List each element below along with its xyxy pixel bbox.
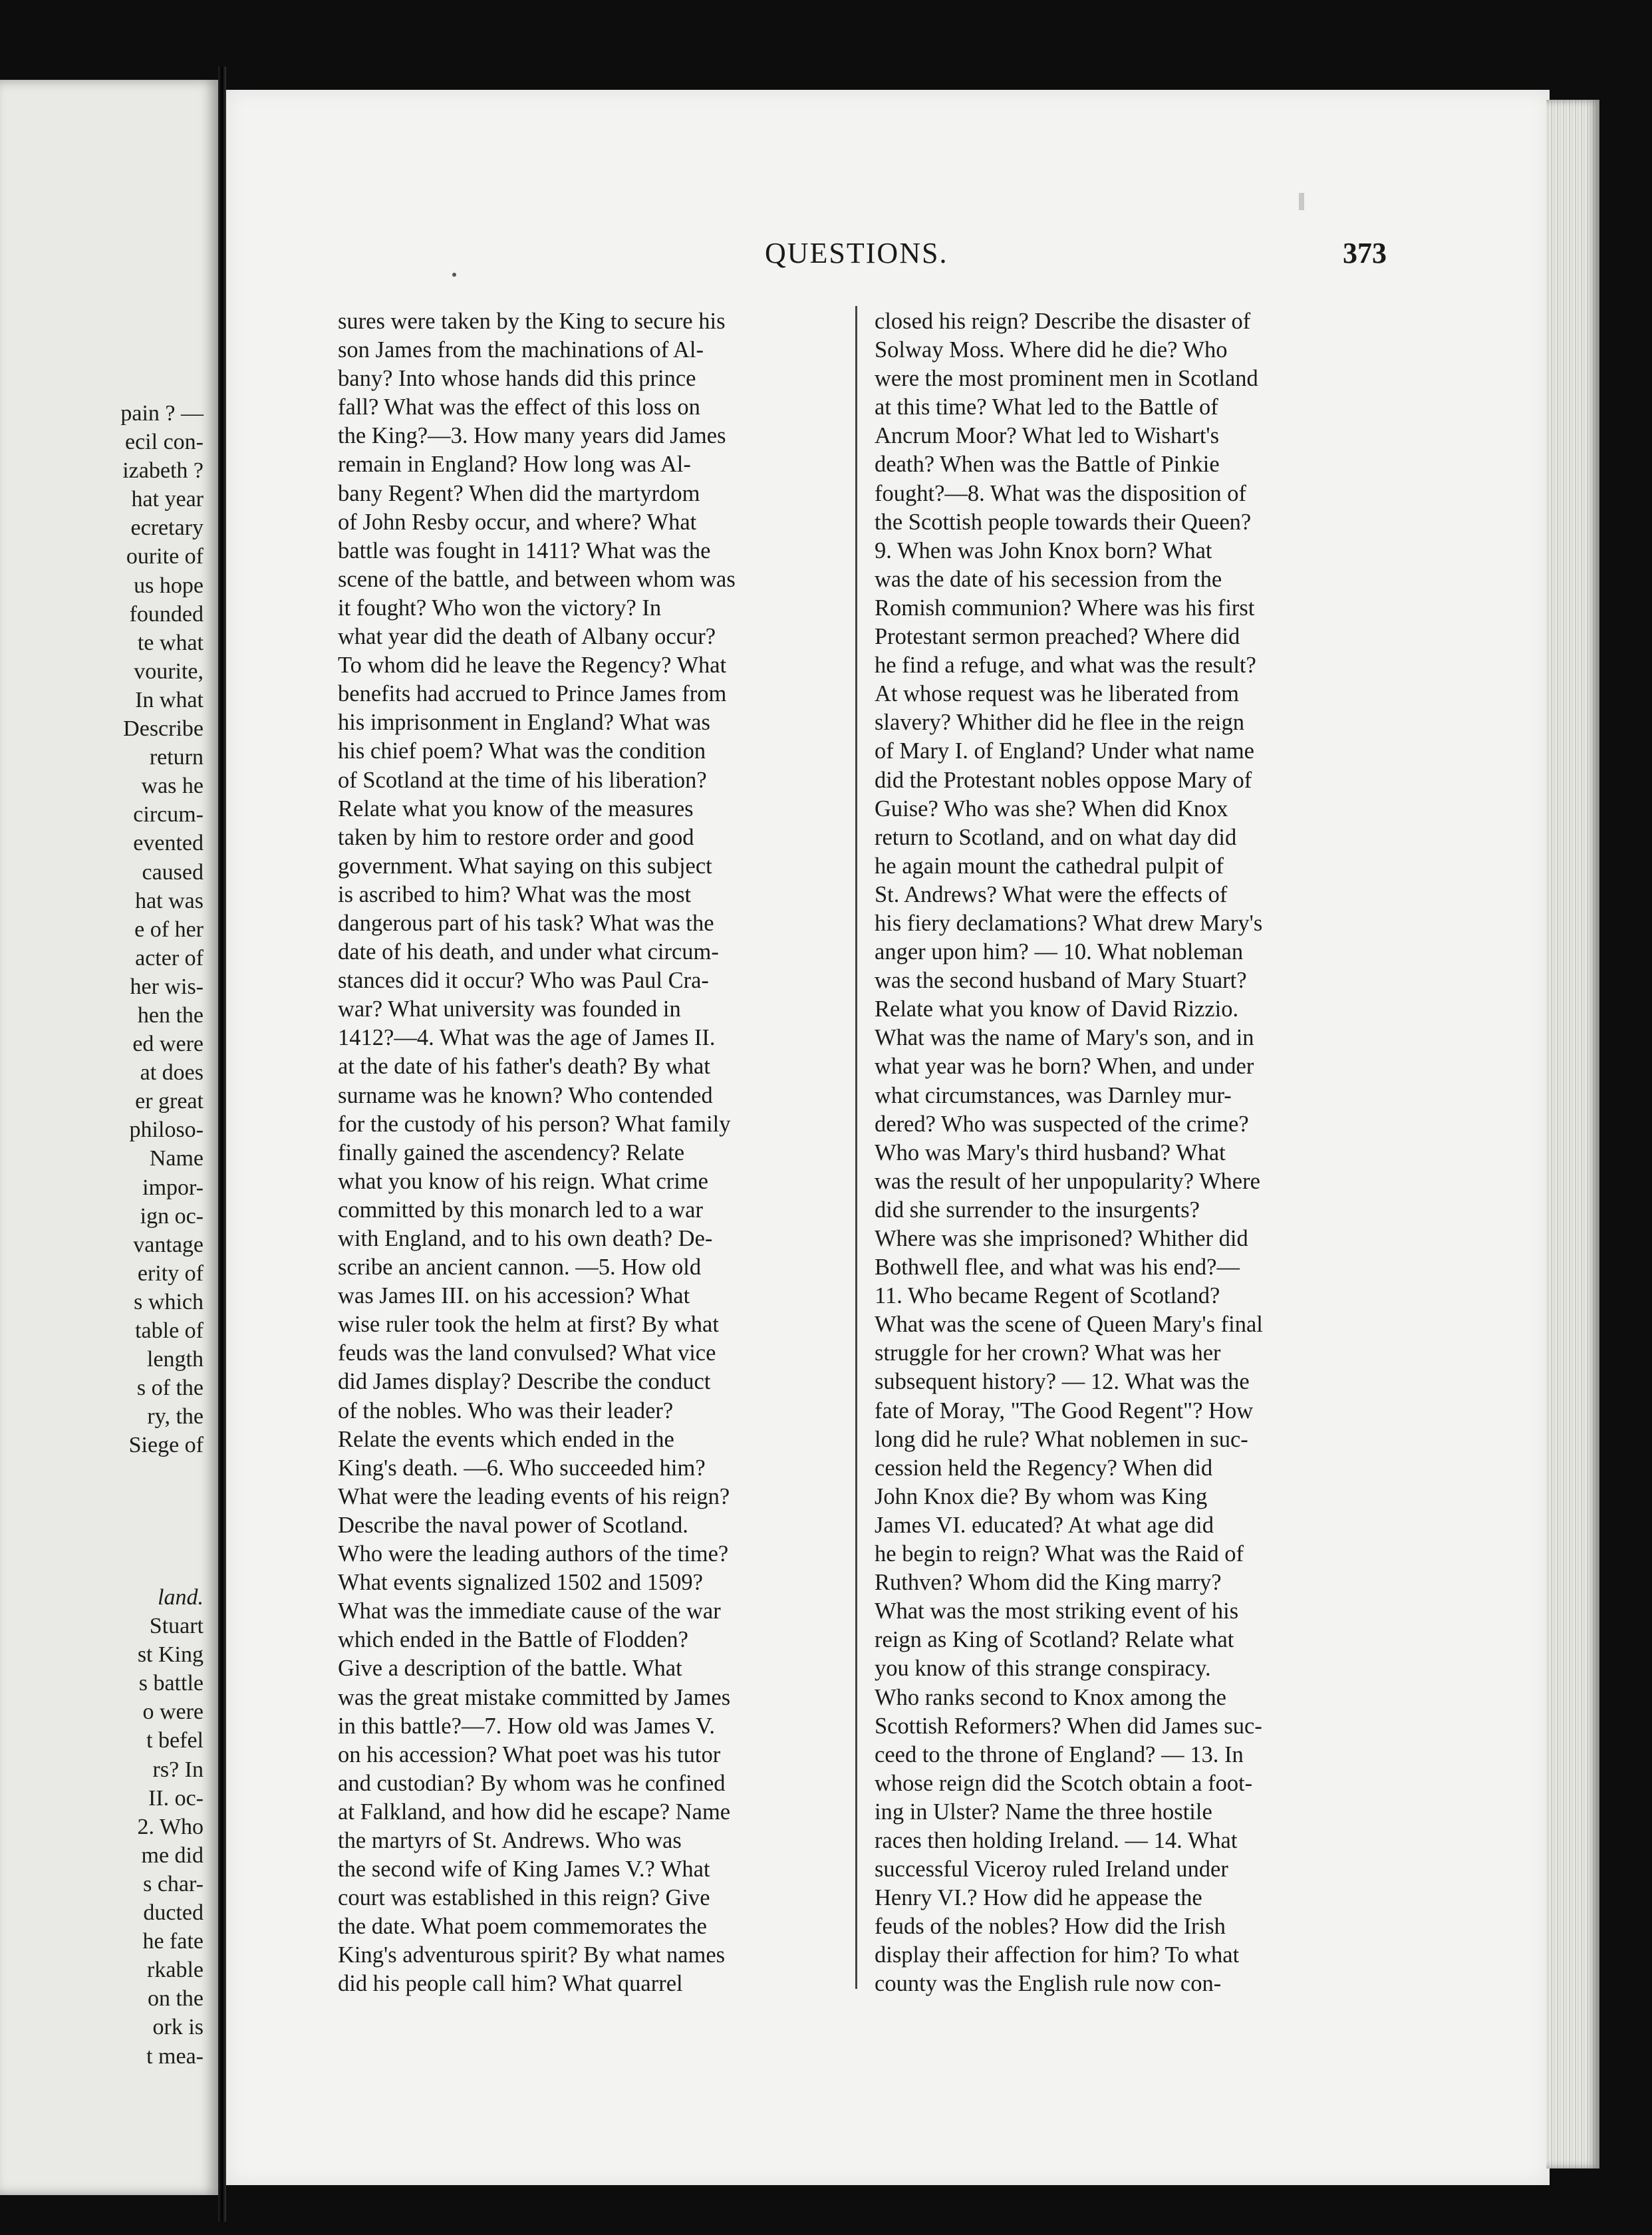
facing-page-line: rkable — [147, 1958, 204, 1983]
facing-page-line: he fate — [142, 1929, 204, 1954]
column-right-line: 9. When was John Knox born? What — [875, 537, 1212, 563]
column-right-line: St. Andrews? What were the effects of — [875, 881, 1228, 907]
facing-page-line: ork is — [152, 2015, 204, 2040]
column-right-line: What was the scene of Queen Mary's final — [875, 1312, 1263, 1338]
column-left-line: sures were taken by the King to secure his — [338, 309, 726, 334]
column-right-line: John Knox die? By whom was King — [875, 1483, 1208, 1509]
page-stack-edge — [1546, 100, 1599, 2168]
column-left-line: scribe an ancient cannon. —5. How old — [338, 1255, 702, 1280]
facing-page-line: In what — [135, 687, 204, 712]
facing-page-line: e of her — [134, 917, 204, 942]
facing-page-line: impor- — [142, 1175, 204, 1200]
column-right-line: what circumstances, was Darnley mur- — [875, 1082, 1232, 1108]
column-right-line: display their affection for him? To what — [875, 1942, 1240, 1968]
column-right-line: what year was he born? When, and under — [875, 1054, 1254, 1080]
facing-page-line: return — [149, 745, 204, 770]
scan-blemish — [452, 273, 456, 277]
column-right-line: county was the English rule now con- — [875, 1971, 1222, 1997]
column-left-line: did James display? Describe the conduct — [338, 1369, 711, 1395]
column-right-line: you know of this strange conspiracy. — [875, 1656, 1211, 1682]
facing-page-line: philoso- — [129, 1118, 204, 1143]
column-left-line: Relate what you know of the measures — [338, 796, 694, 821]
facing-page-line: circum- — [133, 802, 204, 827]
column-left-line: stances did it occur? Who was Paul Cra- — [338, 968, 709, 994]
column-left-line: surname was he known? Who contended — [338, 1082, 713, 1108]
facing-page-line: us hope — [134, 573, 204, 598]
column-left-line: bany Regent? When did the martyrdom — [338, 480, 700, 506]
scan-blemish — [1299, 193, 1304, 210]
column-left-line: is ascribed to him? What was the most — [338, 881, 692, 907]
facing-page-line: acter of — [135, 945, 204, 970]
column-right-line: he begin to reign? What was the Raid of — [875, 1541, 1244, 1567]
facing-page-line: ecretary — [130, 516, 204, 541]
column-left-line: on his accession? What poet was his tutor — [338, 1741, 721, 1767]
column-right-line: his fiery declamations? What drew Mary's — [875, 910, 1263, 936]
column-left-line: at Falkland, and how did he escape? Name — [338, 1799, 731, 1825]
facing-page-line: 2. Who — [137, 1814, 204, 1839]
facing-page-line: ign oc- — [140, 1203, 204, 1229]
facing-page-line: s of the — [136, 1376, 204, 1401]
column-right-line: did she surrender to the insurgents? — [875, 1197, 1200, 1223]
column-left-line: wise ruler took the helm at first? By what — [338, 1312, 719, 1338]
column-right-line: whose reign did the Scotch obtain a foot- — [875, 1770, 1253, 1796]
column-left-line: To whom did he leave the Regency? What — [338, 653, 727, 678]
column-right-line: Where was she imprisoned? Whither did — [875, 1226, 1248, 1251]
facing-page-line: o were — [142, 1700, 204, 1725]
column-right-line: Romish communion? Where was his first — [875, 595, 1255, 621]
column-right-line: dered? Who was suspected of the crime? — [875, 1111, 1249, 1137]
column-left-line: bany? Into whose hands did this prince — [338, 366, 696, 392]
column-right-line: What was the name of Mary's son, and in — [875, 1025, 1254, 1051]
column-right-line: reign as King of Scotland? Relate what — [875, 1627, 1234, 1653]
column-left-line: did his people call him? What quarrel — [338, 1971, 683, 1997]
facing-page-line: ourite of — [126, 544, 204, 569]
facing-page-line: st King — [137, 1642, 204, 1668]
column-right-line: death? When was the Battle of Pinkie — [875, 452, 1220, 478]
column-left-line: what year did the death of Albany occur? — [338, 624, 716, 650]
column-right-line: at this time? What led to the Battle of — [875, 394, 1218, 420]
column-left-line: Describe the naval power of Scotland. — [338, 1512, 688, 1538]
column-left-line: feuds was the land convulsed? What vice — [338, 1340, 716, 1366]
column-right-line: ceed to the throne of England? — 13. In — [875, 1741, 1244, 1767]
facing-page-line: on the — [147, 1986, 204, 2012]
column-left-line: with England, and to his own death? De- — [338, 1226, 713, 1251]
column-right-line: successful Viceroy ruled Ireland under — [875, 1857, 1228, 1882]
facing-page-line: caused — [142, 859, 204, 885]
page-number: 373 — [1343, 237, 1387, 269]
column-right-line: cession held the Regency? When did — [875, 1455, 1213, 1481]
column-right-line: he again mount the cathedral pulpit of — [875, 853, 1224, 879]
facing-page-line: at does — [140, 1060, 204, 1086]
column-right-line: ing in Ulster? Name the three hostile — [875, 1799, 1212, 1825]
facing-page-line: hat year — [131, 487, 204, 512]
column-right-line: fate of Moray, "The Good Regent"? How — [875, 1398, 1254, 1423]
facing-page-line: vantage — [133, 1232, 204, 1257]
column-right-line: Who ranks second to Knox among the — [875, 1684, 1226, 1710]
column-right-line: Guise? Who was she? When did Knox — [875, 796, 1228, 821]
column-right-line: Scottish Reformers? When did James suc- — [875, 1713, 1262, 1739]
column-left-line: and custodian? By whom was he confined — [338, 1770, 726, 1796]
column-right-line: Henry VI.? How did he appease the — [875, 1885, 1202, 1911]
facing-page-line: hen the — [137, 1002, 204, 1028]
column-left-line: fall? What was the effect of this loss on — [338, 394, 700, 420]
column-right-line: were the most prominent men in Scotland — [875, 366, 1258, 392]
column-left-line: Who were the leading authors of the time? — [338, 1541, 729, 1567]
column-divider — [855, 306, 857, 1989]
column-left-line: in this battle?—7. How old was James V. — [338, 1713, 715, 1739]
facing-page-line: her wis- — [130, 974, 204, 999]
column-left-line: the martyrs of St. Andrews. Who was — [338, 1827, 682, 1853]
column-left-line: what you know of his reign. What crime — [338, 1168, 708, 1194]
column-right-line: was the second husband of Mary Stuart? — [875, 968, 1247, 994]
column-left-line: battle was fought in 1411? What was the — [338, 537, 711, 563]
column-right-line: slavery? Whither did he flee in the reign — [875, 710, 1244, 736]
column-right-line: struggle for her crown? What was her — [875, 1340, 1221, 1366]
column-right-line: he find a refuge, and what was the result? — [875, 653, 1256, 678]
column-right-line: anger upon him? — 10. What nobleman — [875, 939, 1244, 965]
facing-page-fragment — [0, 80, 218, 2195]
column-right-line: 11. Who became Regent of Scotland? — [875, 1283, 1220, 1309]
facing-page-line: vourite, — [134, 659, 204, 684]
column-left-line: was the great mistake committed by James — [338, 1684, 731, 1710]
facing-page-text-top — [0, 399, 204, 1459]
facing-page-line: s which — [134, 1289, 204, 1314]
column-right-line: feuds of the nobles? How did the Irish — [875, 1914, 1226, 1940]
column-left-line: for the custody of his person? What family — [338, 1111, 731, 1137]
column-left-line: the King?—3. How many years did James — [338, 423, 726, 449]
column-left-line: his chief poem? What was the condition — [338, 738, 706, 764]
text-column-right — [875, 307, 1379, 1999]
column-right-line: long did he rule? What noblemen in suc- — [875, 1426, 1248, 1452]
book-gutter — [218, 67, 226, 2222]
column-right-line: Ruthven? Whom did the King marry? — [875, 1570, 1222, 1596]
column-left-line: taken by him to restore order and good — [338, 824, 694, 850]
facing-page-line: t befel — [146, 1728, 204, 1753]
column-left-line: which ended in the Battle of Flodden? — [338, 1627, 688, 1653]
column-right-line: fought?—8. What was the disposition of — [875, 480, 1246, 506]
facing-page-line: hat was — [135, 888, 204, 913]
facing-page-line: Stuart — [149, 1614, 204, 1639]
column-left-line: the date. What poem commemorates the — [338, 1914, 707, 1940]
column-right-line: What was the most striking event of his — [875, 1598, 1239, 1624]
facing-page-line: er great — [135, 1089, 204, 1114]
column-right-line: Who was Mary's third husband? What — [875, 1139, 1226, 1165]
column-right-line: races then holding Ireland. — 14. What — [875, 1827, 1238, 1853]
column-left-line: son James from the machinations of Al- — [338, 337, 704, 363]
column-right-line: the Scottish people towards their Queen? — [875, 509, 1252, 535]
column-left-line: war? What university was founded in — [338, 996, 681, 1022]
text-column-left — [338, 307, 842, 1999]
running-header-title: QUESTIONS. — [765, 237, 948, 269]
column-left-line: What were the leading events of his reign? — [338, 1483, 730, 1509]
column-left-line: scene of the battle, and between whom was — [338, 566, 736, 592]
column-left-line: court was established in this reign? Give — [338, 1885, 710, 1911]
column-left-line: King's adventurous spirit? By what names — [338, 1942, 726, 1968]
facing-page-line: s char- — [143, 1871, 204, 1896]
column-left-line: committed by this monarch led to a war — [338, 1197, 703, 1223]
facing-page-line: erity of — [137, 1261, 204, 1286]
facing-page-line: te what — [137, 630, 204, 655]
column-left-line: of Scotland at the time of his liberation? — [338, 767, 707, 793]
column-right-line: of Mary I. of England? Under what name — [875, 738, 1254, 764]
facing-page-line: evented — [133, 831, 204, 856]
column-left-line: government. What saying on this subject — [338, 853, 712, 879]
facing-page-line: s battle — [138, 1671, 204, 1696]
column-right-line: Protestant sermon preached? Where did — [875, 624, 1240, 650]
column-right-line: Ancrum Moor? What led to Wishart's — [875, 423, 1220, 449]
column-left-line: benefits had accrued to Prince James from — [338, 681, 727, 707]
column-left-line: dangerous part of his task? What was the — [338, 910, 714, 936]
facing-page-line: pain ? — — [120, 401, 204, 426]
column-right-line: At whose request was he liberated from — [875, 681, 1239, 707]
column-left-line: finally gained the ascendency? Relate — [338, 1139, 685, 1165]
column-right-line: return to Scotland, and on what day did — [875, 824, 1237, 850]
facing-page-line: founded — [129, 601, 204, 627]
column-left-line: King's death. —6. Who succeeded him? — [338, 1455, 706, 1481]
column-right-line: Relate what you know of David Rizzio. — [875, 996, 1239, 1022]
facing-page-line: me did — [141, 1843, 204, 1868]
column-left-line: the second wife of King James V.? What — [338, 1857, 710, 1882]
column-right-line: was the result of her unpopularity? Where — [875, 1168, 1260, 1194]
column-left-line: Relate the events which ended in the — [338, 1426, 674, 1452]
column-left-line: date of his death, and under what circum- — [338, 939, 719, 965]
facing-page-line: table of — [135, 1318, 204, 1343]
facing-page-line: rs? In — [152, 1757, 204, 1782]
column-left-line: was James III. on his accession? What — [338, 1283, 690, 1309]
column-right-line: James VI. educated? At what age did — [875, 1512, 1214, 1538]
column-left-line: it fought? Who won the victory? In — [338, 595, 662, 621]
column-left-line: 1412?—4. What was the age of James II. — [338, 1025, 716, 1051]
facing-page-line: izabeth ? — [122, 458, 204, 484]
column-right-line: did the Protestant nobles oppose Mary of — [875, 767, 1252, 793]
column-left-line: What was the immediate cause of the war — [338, 1598, 721, 1624]
column-right-line: subsequent history? — 12. What was the — [875, 1369, 1250, 1395]
facing-page-line: ecil con- — [125, 430, 204, 455]
facing-page-line: Siege of — [128, 1433, 204, 1458]
facing-page-line: ducted — [143, 1900, 204, 1926]
column-left-line: Give a description of the battle. What — [338, 1656, 682, 1682]
facing-page-line: II. oc- — [148, 1785, 204, 1811]
column-right-line: Solway Moss. Where did he die? Who — [875, 337, 1228, 363]
column-left-line: of the nobles. Who was their leader? — [338, 1398, 674, 1423]
column-left-line: at the date of his father's death? By what — [338, 1054, 710, 1080]
facing-page-line: length — [147, 1347, 204, 1372]
facing-page-line: Describe — [123, 716, 204, 742]
facing-page-line: ed were — [132, 1032, 204, 1057]
column-right-line: closed his reign? Describe the disaster of — [875, 309, 1251, 334]
facing-page-line: land. — [158, 1585, 204, 1610]
facing-page-text-bottom — [0, 1583, 204, 2071]
facing-page-line: t mea- — [146, 2043, 204, 2069]
facing-page-line: ry, the — [147, 1404, 204, 1429]
facing-page-line: Name — [149, 1146, 204, 1171]
column-right-line: was the date of his secession from the — [875, 566, 1222, 592]
column-left-line: What events signalized 1502 and 1509? — [338, 1570, 703, 1596]
column-left-line: of John Resby occur, and where? What — [338, 509, 697, 535]
facing-page-line: was he — [141, 774, 204, 799]
column-left-line: remain in England? How long was Al- — [338, 452, 691, 478]
column-left-line: his imprisonment in England? What was — [338, 710, 710, 736]
column-right-line: Bothwell flee, and what was his end?— — [875, 1255, 1240, 1280]
